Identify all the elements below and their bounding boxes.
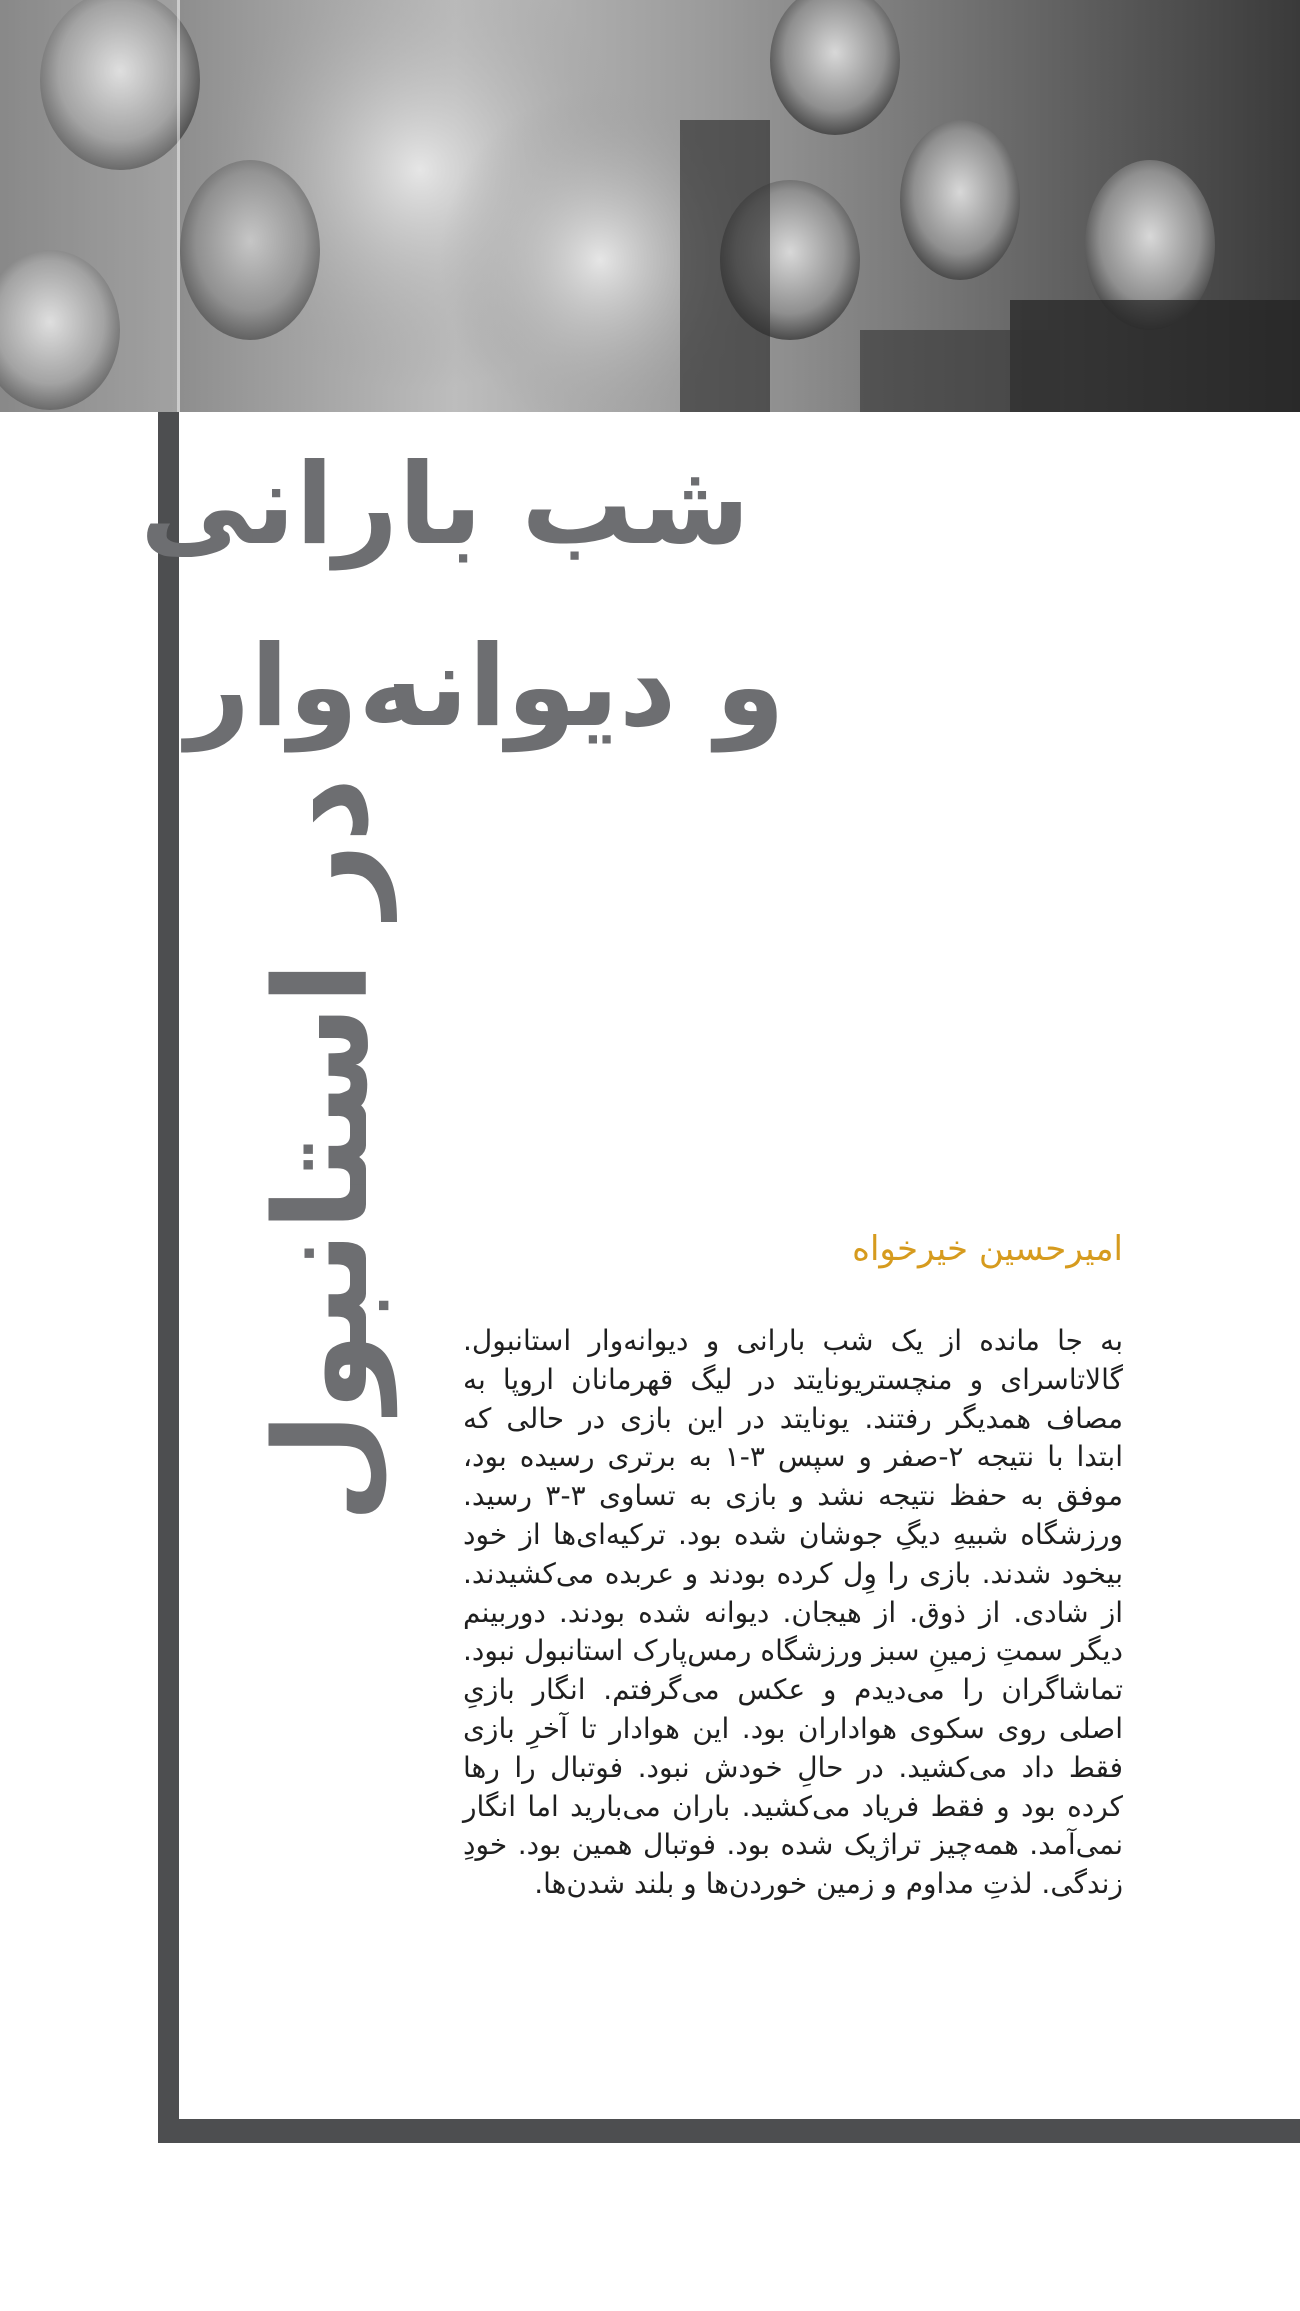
author-name: امیرحسین خیرخواه	[852, 1229, 1123, 1269]
frame-left-bar	[158, 412, 179, 2143]
title-line-3-vertical: در استانبول	[248, 777, 397, 1523]
photo-overlay-strip	[0, 0, 177, 412]
crowd-photo	[0, 0, 1300, 412]
article-body: به جا مانده از یک شب بارانی و دیوانه‌وار استانبول. گالاتاسرای و منچستریونایتد در لیگ قهرمانان اروپا به مصاف همدیگر رفتند. یونایتد در این بازی در حالی که ابتدا با نتیجه ۲-صفر و سپس ۳-۱ به برتری رسیده بود، موفق به حفظ نتیجه نشد و بازی به تساوی ۳-۳ رسید. ورزشگاه شبیهِ دیگِ جوشان شده بود. ترکیه‌ای‌ها از خود بیخود شدند. بازی را وِل کرده بودند و عربده می‌کشیدند. از شادی. از ذوق. از هیجان. دیوانه شده بودند. دوربینم دیگر سمتِ زمینِ سبز ورزشگاه رمس‌پارک استانبول نبود. تماشاگران را می‌دیدم و عکس می‌گرفتم. انگار بازیِ اصلی روی سکوی هواداران بود. این هوادار تا آخرِ بازی فقط داد می‌کشید. در حالِ خودش نبود. فوتبال را رها کرده بود و فقط فریاد می‌کشید. باران می‌بارید اما انگار نمی‌آمد. همه‌چیز تراژیک شده بود. فوتبال همین بود. خودِ زندگی. لذتِ مداوم و زمین خوردن‌ها و بلند شدن‌ها.	[463, 1324, 1124, 1901]
title-line-1: شب بارانی	[139, 440, 750, 570]
photo-overlay-divider	[177, 0, 180, 412]
title-line-2: و دیوانه‌وار	[185, 622, 785, 752]
frame-bottom-bar	[158, 2119, 1300, 2143]
